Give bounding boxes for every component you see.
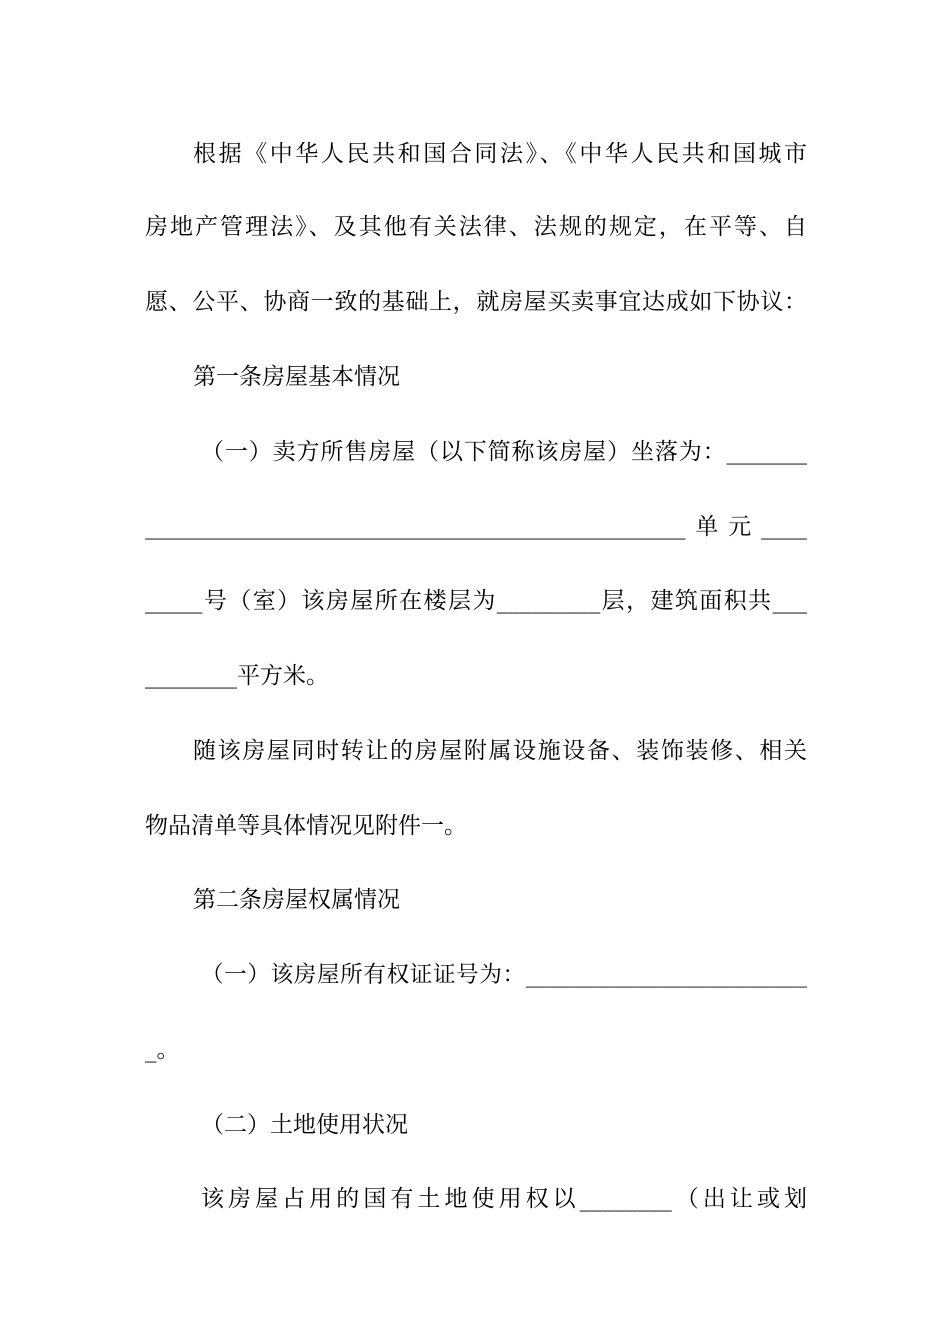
paragraph-line-6: _______________________________________________单元____: [145, 514, 807, 540]
section-heading-1: 第一条房屋基本情况: [193, 364, 400, 390]
paragraph-line-13: _。: [145, 1037, 180, 1063]
section-heading-2: 第二条房屋权属情况: [193, 887, 400, 913]
paragraph-line-2: 房地产管理法》、及其他有关法律、法规的规定，在平等、自: [145, 214, 807, 240]
paragraph-line-15: 该房屋占用的国有土地使用权以________（出让或划: [201, 1186, 807, 1212]
paragraph-line-10: 物品清单等具体情况见附件一。: [145, 813, 467, 839]
paragraph-line-8: ________平方米。: [145, 663, 329, 689]
paragraph-line-1: 根据《中华人民共和国合同法》、《中华人民共和国城市: [193, 141, 807, 167]
paragraph-line-9: 随该房屋同时转让的房屋附属设施设备、装饰装修、相关: [193, 738, 807, 764]
subsection-heading: （二）土地使用状况: [201, 1112, 408, 1138]
paragraph-line-5: （一）卖方所售房屋（以下简称该房屋）坐落为：_______: [201, 439, 807, 465]
paragraph-line-7: _____号（室）该房屋所在楼层为_________层，建筑面积共___: [145, 588, 807, 614]
paragraph-line-12: （一）该房屋所有权证证号为：_________________________: [201, 962, 807, 988]
paragraph-line-3: 愿、公平、协商一致的基础上，就房屋买卖事宜达成如下协议：: [145, 289, 807, 315]
